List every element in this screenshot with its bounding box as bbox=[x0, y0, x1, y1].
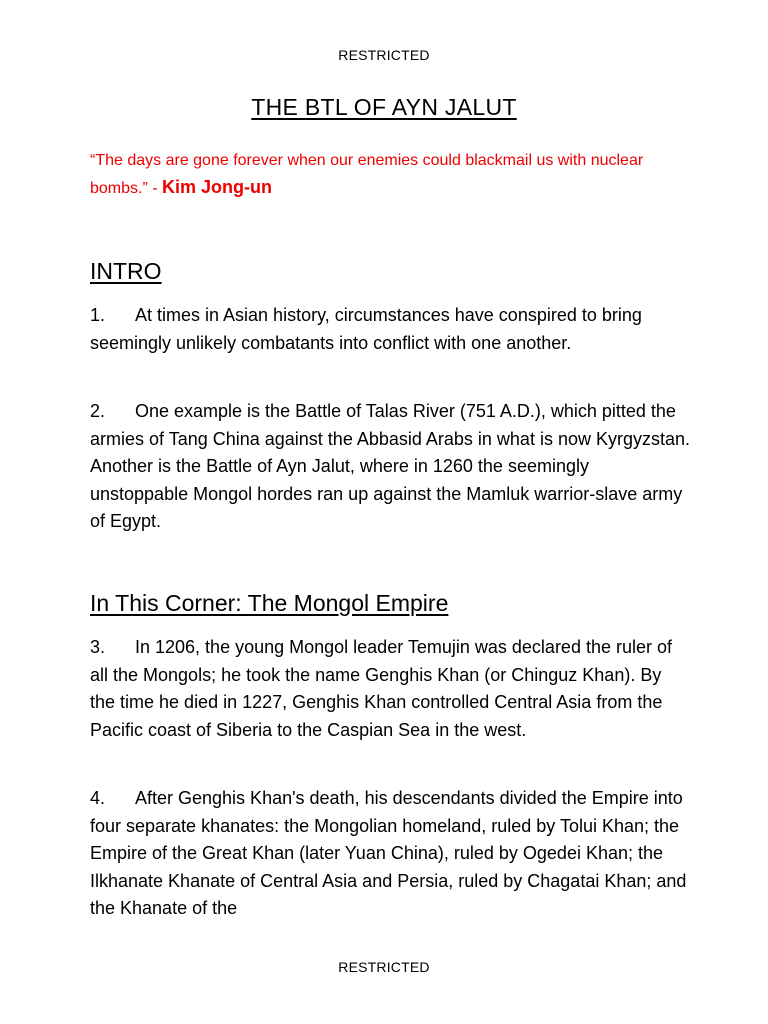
paragraph-text: At times in Asian history, circumstances have conspired to bring seemingly unlikely combatants into conflict with one another. bbox=[90, 305, 642, 353]
paragraph-text: One example is the Battle of Talas River (751 A.D.), which pitted the armies of Tang China against the Abbasid Arabs in what is now Kyrgyzstan. Another is the Battle of Ayn Jalut, where in 1260 the seemingly unstoppable Mongol hordes ran up against the Mamluk warrior-slave army of Egypt. bbox=[90, 401, 691, 531]
paragraph-4 bbox=[90, 785, 690, 923]
paragraph-2 bbox=[90, 398, 690, 536]
header-classification: RESTRICTED bbox=[338, 47, 430, 63]
paragraph-number: 3. bbox=[90, 637, 106, 657]
paragraph-number: 1. bbox=[90, 305, 106, 325]
paragraph-text: After Genghis Khan's death, his descendants divided the Empire into four separate khanates: the Mongolian homeland, ruled by Tolui Khan; the Empire of the Great Khan (later Yuan China), ruled by Ogedei Khan; the Ilkhanate Khanate of Central Asia and Persia, ruled by Chagatai Khan; and the Khanate of the bbox=[90, 788, 687, 918]
page-title: THE BTL OF AYN JALUT bbox=[251, 94, 517, 120]
footer-classification: RESTRICTED bbox=[338, 959, 430, 975]
quote-text: “The days are gone forever when our enemies could blackmail us with nuclear bombs.” - bbox=[90, 152, 644, 197]
section-heading-mongol-empire: In This Corner: The Mongol Empire bbox=[90, 590, 449, 616]
epigraph-quote bbox=[90, 147, 690, 202]
paragraph-3 bbox=[90, 634, 690, 744]
paragraph-number: 2. bbox=[90, 401, 106, 421]
paragraph-1 bbox=[90, 302, 690, 357]
paragraph-number: 4. bbox=[90, 788, 106, 808]
section-heading-intro: INTRO bbox=[90, 258, 162, 284]
paragraph-text: In 1206, the young Mongol leader Temujin was declared the ruler of all the Mongols; he took the name Genghis Khan (or Chinguz Khan). By the time he died in 1227, Genghis Khan controlled Central Asia from the Pacific coast of Siberia to the Caspian Sea in the west. bbox=[90, 637, 673, 740]
quote-author: Kim Jong-un bbox=[162, 177, 273, 197]
